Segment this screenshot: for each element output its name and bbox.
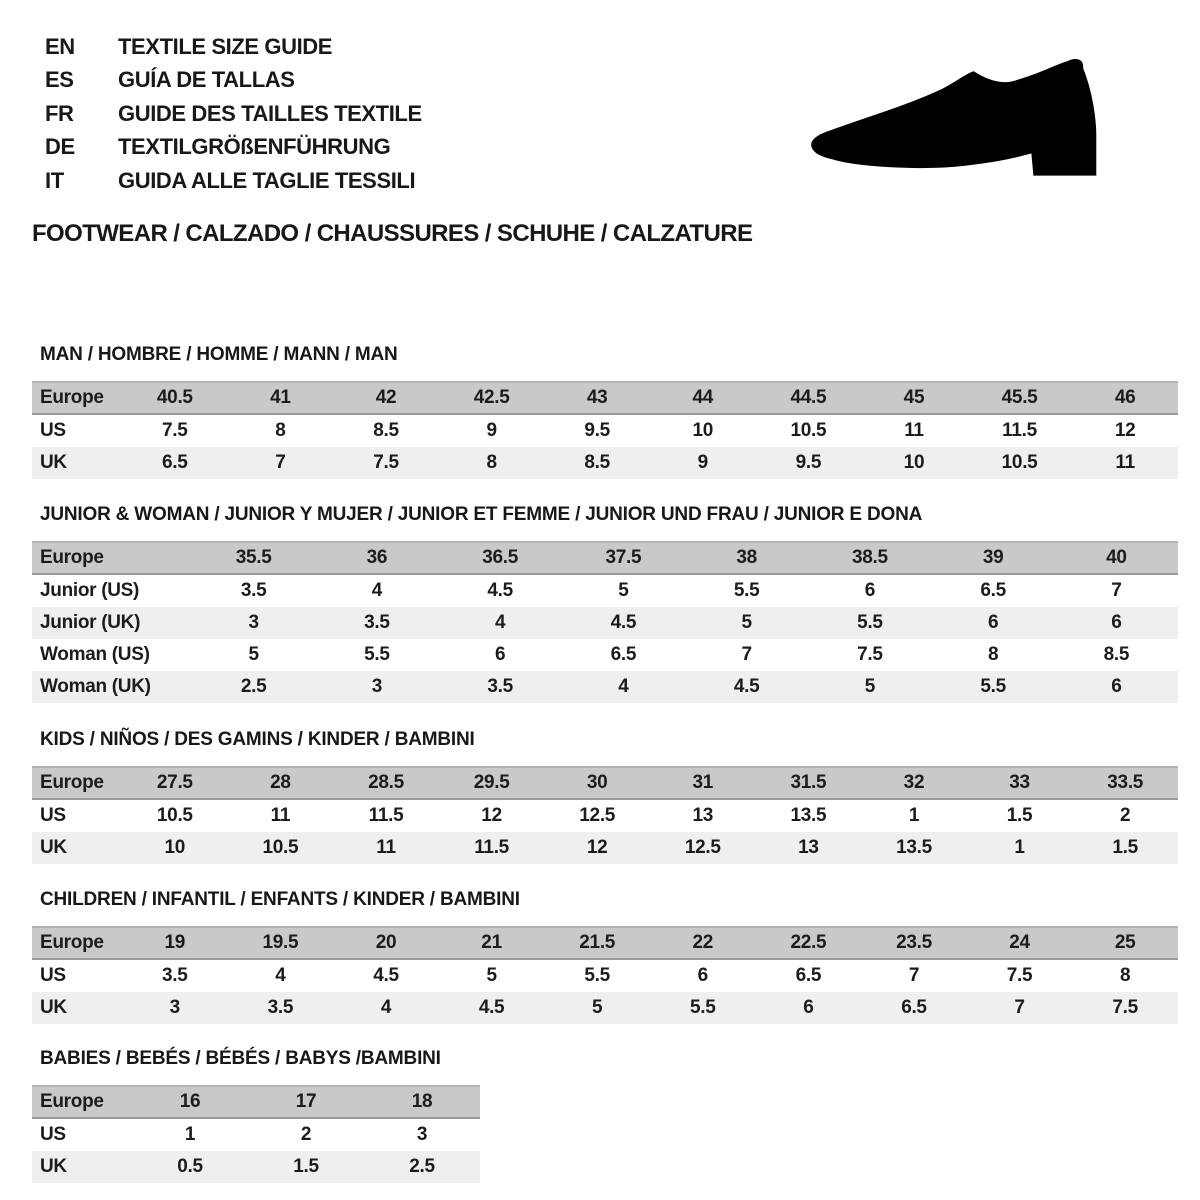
size-value: 7 <box>967 992 1073 1024</box>
children-size-table <box>32 926 1178 1024</box>
size-value: 8.5 <box>544 447 650 479</box>
size-value: 1 <box>967 832 1073 864</box>
row-label: UK <box>32 1151 132 1183</box>
size-value: 18 <box>364 1086 480 1118</box>
size-value: 12.5 <box>650 832 756 864</box>
size-value: 6.5 <box>562 639 685 671</box>
size-value: 28.5 <box>333 767 439 799</box>
size-value: 10.5 <box>756 414 862 447</box>
size-value: 5.5 <box>315 639 438 671</box>
size-value: 5.5 <box>685 574 808 607</box>
size-value: 3.5 <box>122 959 228 992</box>
babies-row-us <box>32 1118 480 1151</box>
row-label: US <box>32 959 122 992</box>
size-value: 8.5 <box>333 414 439 447</box>
size-value: 7 <box>228 447 334 479</box>
man-size-table <box>32 381 1178 479</box>
language-title-list <box>45 30 422 198</box>
size-value: 2 <box>248 1118 364 1151</box>
size-value: 1 <box>861 799 967 832</box>
row-label: US <box>32 799 122 832</box>
size-value: 7 <box>1055 574 1178 607</box>
junior-woman-row-junior-uk <box>32 607 1178 639</box>
size-value: 36 <box>315 542 438 574</box>
size-value: 31 <box>650 767 756 799</box>
size-value: 6 <box>439 639 562 671</box>
size-value: 12 <box>1072 414 1178 447</box>
size-value: 27.5 <box>122 767 228 799</box>
size-value: 42.5 <box>439 382 545 414</box>
size-value: 22 <box>650 927 756 959</box>
size-value: 10 <box>650 414 756 447</box>
size-value: 8 <box>228 414 334 447</box>
size-value: 11 <box>861 414 967 447</box>
size-value: 4.5 <box>439 992 545 1024</box>
junior-woman-row-woman-uk <box>32 671 1178 703</box>
size-value: 11.5 <box>333 799 439 832</box>
size-value: 6.5 <box>756 959 862 992</box>
size-value: 5.5 <box>808 607 931 639</box>
size-value: 37.5 <box>562 542 685 574</box>
size-value: 6 <box>932 607 1055 639</box>
table-title-babies: BABIES / BEBÉS / BÉBÉS / BABYS /BAMBINI <box>40 1048 441 1069</box>
section-kids <box>32 729 1178 864</box>
size-value: 3.5 <box>192 574 315 607</box>
man-row-uk <box>32 447 1178 479</box>
size-value: 19 <box>122 927 228 959</box>
language-row-en <box>45 30 422 64</box>
size-value: 5 <box>808 671 931 703</box>
size-value: 10.5 <box>228 832 334 864</box>
size-value: 3 <box>122 992 228 1024</box>
row-label: US <box>32 414 122 447</box>
size-value: 7 <box>685 639 808 671</box>
size-value: 36.5 <box>439 542 562 574</box>
size-value: 10.5 <box>967 447 1073 479</box>
size-value: 16 <box>132 1086 248 1118</box>
section-children <box>32 889 1178 1024</box>
size-value: 9.5 <box>756 447 862 479</box>
size-value: 23.5 <box>861 927 967 959</box>
babies-row-europe <box>32 1086 480 1118</box>
size-value: 21 <box>439 927 545 959</box>
row-label: UK <box>32 832 122 864</box>
size-value: 39 <box>932 542 1055 574</box>
size-value: 9 <box>439 414 545 447</box>
size-value: 4 <box>439 607 562 639</box>
size-value: 7.5 <box>967 959 1073 992</box>
size-value: 28 <box>228 767 334 799</box>
size-value: 5.5 <box>932 671 1055 703</box>
size-value: 10.5 <box>122 799 228 832</box>
size-value: 1.5 <box>1072 832 1178 864</box>
kids-row-us <box>32 799 1178 832</box>
size-value: 6.5 <box>861 992 967 1024</box>
shoe-icon <box>796 56 1146 202</box>
size-value: 11 <box>333 832 439 864</box>
size-value: 20 <box>333 927 439 959</box>
size-value: 0.5 <box>132 1151 248 1183</box>
junior-woman-size-table <box>32 541 1178 703</box>
size-value: 45.5 <box>967 382 1073 414</box>
language-code: ES <box>45 67 74 93</box>
row-label: UK <box>32 447 122 479</box>
table-title-man: MAN / HOMBRE / HOMME / MANN / MAN <box>40 344 398 365</box>
size-value: 41 <box>228 382 334 414</box>
size-value: 44.5 <box>756 382 862 414</box>
size-value: 3 <box>192 607 315 639</box>
size-value: 43 <box>544 382 650 414</box>
size-value: 13.5 <box>756 799 862 832</box>
size-value: 19.5 <box>228 927 334 959</box>
size-value: 2.5 <box>364 1151 480 1183</box>
size-value: 1 <box>132 1118 248 1151</box>
language-code: DE <box>45 134 75 160</box>
kids-row-uk <box>32 832 1178 864</box>
size-value: 32 <box>861 767 967 799</box>
size-value: 45 <box>861 382 967 414</box>
language-code: IT <box>45 167 64 193</box>
size-value: 24 <box>967 927 1073 959</box>
size-value: 33.5 <box>1072 767 1178 799</box>
size-value: 3.5 <box>228 992 334 1024</box>
row-label: Europe <box>32 382 122 414</box>
size-value: 1.5 <box>248 1151 364 1183</box>
size-value: 6.5 <box>932 574 1055 607</box>
size-value: 6.5 <box>122 447 228 479</box>
babies-size-table <box>32 1085 480 1183</box>
size-value: 7.5 <box>808 639 931 671</box>
size-value: 7.5 <box>1072 992 1178 1024</box>
section-junior-woman <box>32 504 1178 703</box>
language-row-de <box>45 131 422 165</box>
size-value: 38 <box>685 542 808 574</box>
size-value: 3 <box>364 1118 480 1151</box>
size-value: 44 <box>650 382 756 414</box>
size-value: 6 <box>756 992 862 1024</box>
size-value: 13 <box>756 832 862 864</box>
junior-woman-row-woman-us <box>32 639 1178 671</box>
category-heading: FOOTWEAR / CALZADO / CHAUSSURES / SCHUHE / CALZATURE <box>32 220 753 247</box>
row-label: Europe <box>32 1086 132 1118</box>
size-value: 4 <box>562 671 685 703</box>
language-title: TEXTILE SIZE GUIDE <box>118 33 333 59</box>
children-row-europe <box>32 927 1178 959</box>
size-value: 33 <box>967 767 1073 799</box>
junior-woman-row-junior-us <box>32 574 1178 607</box>
size-value: 3.5 <box>315 607 438 639</box>
table-title-junior-woman: JUNIOR & WOMAN / JUNIOR Y MUJER / JUNIOR ET FEMME / JUNIOR UND FRAU / JUNIOR E DONA <box>40 504 923 525</box>
junior-woman-row-europe <box>32 542 1178 574</box>
size-value: 42 <box>333 382 439 414</box>
language-title: GUIDE DES TAILLES TEXTILE <box>118 100 422 126</box>
size-value: 2.5 <box>192 671 315 703</box>
man-row-us <box>32 414 1178 447</box>
size-value: 22.5 <box>756 927 862 959</box>
kids-size-table <box>32 766 1178 864</box>
size-value: 4.5 <box>685 671 808 703</box>
size-value: 3 <box>315 671 438 703</box>
size-value: 2 <box>1072 799 1178 832</box>
size-value: 10 <box>122 832 228 864</box>
table-title-kids: KIDS / NIÑOS / DES GAMINS / KINDER / BAMBINI <box>40 729 475 750</box>
children-row-us <box>32 959 1178 992</box>
section-babies <box>32 1048 480 1183</box>
row-label: Europe <box>32 767 122 799</box>
row-label: Junior (US) <box>32 574 192 607</box>
size-value: 8 <box>932 639 1055 671</box>
size-value: 11.5 <box>439 832 545 864</box>
size-value: 7.5 <box>122 414 228 447</box>
size-value: 8 <box>439 447 545 479</box>
children-row-uk <box>32 992 1178 1024</box>
babies-row-uk <box>32 1151 480 1183</box>
size-value: 6 <box>1055 607 1178 639</box>
size-value: 8 <box>1072 959 1178 992</box>
size-value: 1.5 <box>967 799 1073 832</box>
size-value: 12 <box>544 832 650 864</box>
size-value: 4 <box>333 992 439 1024</box>
language-title: GUÍA DE TALLAS <box>118 67 295 93</box>
size-value: 4.5 <box>333 959 439 992</box>
size-value: 9.5 <box>544 414 650 447</box>
size-value: 5 <box>685 607 808 639</box>
size-value: 11 <box>1072 447 1178 479</box>
size-value: 31.5 <box>756 767 862 799</box>
size-value: 4.5 <box>439 574 562 607</box>
language-row-fr <box>45 97 422 131</box>
size-value: 8.5 <box>1055 639 1178 671</box>
size-value: 13 <box>650 799 756 832</box>
size-value: 6 <box>808 574 931 607</box>
size-value: 17 <box>248 1086 364 1118</box>
size-value: 21.5 <box>544 927 650 959</box>
size-value: 5.5 <box>544 959 650 992</box>
language-title: GUIDA ALLE TAGLIE TESSILI <box>118 167 416 193</box>
row-label: UK <box>32 992 122 1024</box>
size-value: 7 <box>861 959 967 992</box>
size-value: 40 <box>1055 542 1178 574</box>
size-value: 10 <box>861 447 967 479</box>
size-value: 3.5 <box>439 671 562 703</box>
kids-row-europe <box>32 767 1178 799</box>
size-value: 11 <box>228 799 334 832</box>
size-value: 6 <box>1055 671 1178 703</box>
size-value: 5 <box>544 992 650 1024</box>
size-value: 38.5 <box>808 542 931 574</box>
size-value: 13.5 <box>861 832 967 864</box>
size-value: 12 <box>439 799 545 832</box>
size-value: 30 <box>544 767 650 799</box>
size-value: 6 <box>650 959 756 992</box>
row-label: Woman (US) <box>32 639 192 671</box>
man-row-europe <box>32 382 1178 414</box>
language-code: FR <box>45 100 74 126</box>
size-value: 12.5 <box>544 799 650 832</box>
row-label: US <box>32 1118 132 1151</box>
language-title: TEXTILGRÖßENFÜHRUNG <box>118 134 391 160</box>
size-value: 11.5 <box>967 414 1073 447</box>
size-value: 9 <box>650 447 756 479</box>
size-value: 5 <box>192 639 315 671</box>
size-value: 7.5 <box>333 447 439 479</box>
section-man <box>32 344 1178 479</box>
size-value: 35.5 <box>192 542 315 574</box>
size-value: 46 <box>1072 382 1178 414</box>
size-value: 4 <box>315 574 438 607</box>
size-value: 25 <box>1072 927 1178 959</box>
language-row-it <box>45 164 422 198</box>
size-value: 40.5 <box>122 382 228 414</box>
size-value: 4.5 <box>562 607 685 639</box>
size-value: 5.5 <box>650 992 756 1024</box>
size-value: 5 <box>562 574 685 607</box>
row-label: Europe <box>32 927 122 959</box>
row-label: Woman (UK) <box>32 671 192 703</box>
language-code: EN <box>45 33 75 59</box>
size-value: 29.5 <box>439 767 545 799</box>
size-value: 4 <box>228 959 334 992</box>
language-row-es <box>45 64 422 98</box>
table-title-children: CHILDREN / INFANTIL / ENFANTS / KINDER / BAMBINI <box>40 889 520 910</box>
row-label: Europe <box>32 542 192 574</box>
row-label: Junior (UK) <box>32 607 192 639</box>
size-value: 5 <box>439 959 545 992</box>
